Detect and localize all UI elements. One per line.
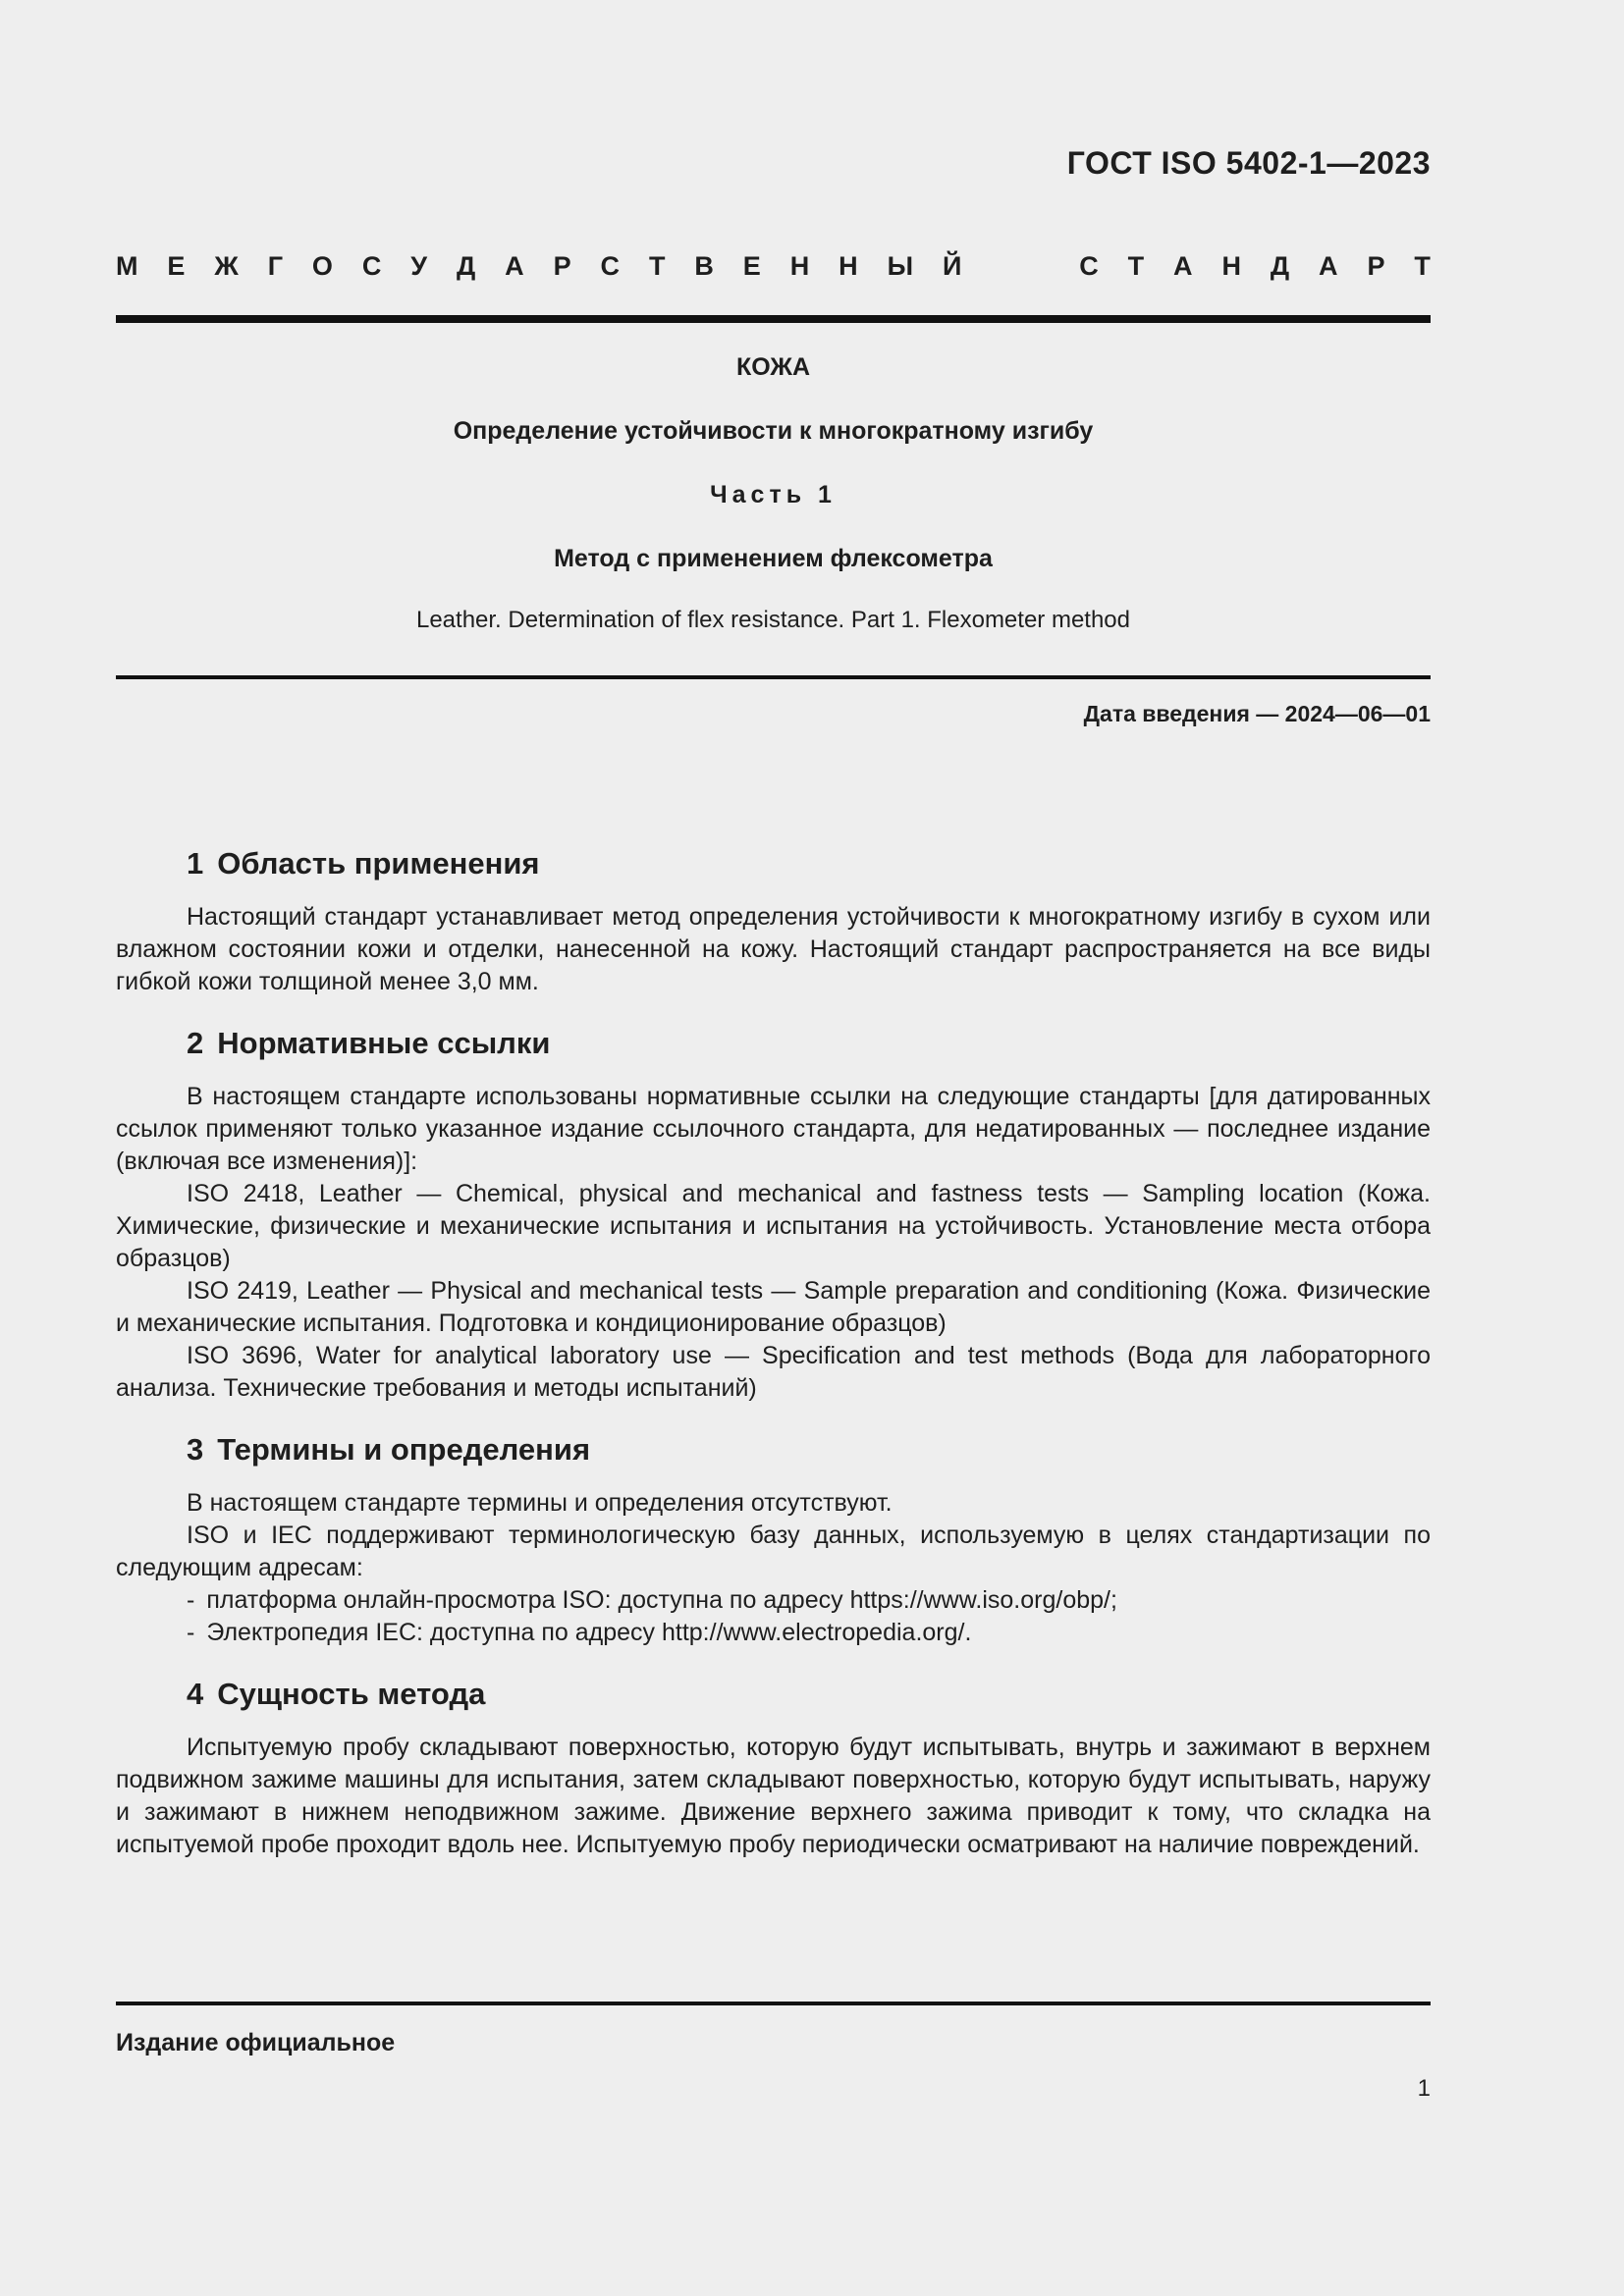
header-letter: М xyxy=(116,251,138,281)
header-letter: С xyxy=(600,251,621,281)
header-letter: Е xyxy=(167,251,186,281)
header-letter: Т xyxy=(1127,251,1145,281)
header-letter: Т xyxy=(1414,251,1431,281)
header-letter: С xyxy=(361,251,382,281)
document-body xyxy=(116,844,1431,1887)
section-title: Область применения xyxy=(217,846,540,881)
title-part: Часть 1 xyxy=(710,481,837,508)
header-letter: У xyxy=(410,251,428,281)
reference-iso-2418: ISO 2418, Leather — Chemical, physical and mechanical and fastness tests — Sampling location (Кожа. Химические, физические и механические испытания и испытания на устойчивость. Установление места отбора образцов) xyxy=(116,1180,1431,1272)
paragraph: Настоящий стандарт устанавливает метод определения устойчивости к многократному изгибу в сухом или влажном состоянии кожи и отделки, нанесенной на кожу. Настоящий стандарт распространяется на все виды гибкой кожи толщиной менее 3,0 мм. xyxy=(116,903,1431,995)
header-letter: Н xyxy=(789,251,810,281)
introduction-date: Дата введения — 2024—06—01 xyxy=(1083,701,1431,726)
header-letter: Е xyxy=(742,251,761,281)
header-letter: С xyxy=(1079,251,1099,281)
section-heading xyxy=(116,1675,1431,1714)
section-terms-definitions xyxy=(116,1430,1431,1649)
paragraph: Испытуемую пробу складывают поверхностью, которую будут испытывать, внутрь и зажимают в верхнем подвижном зажиме машины для испытания, затем складывают поверхностью, которую будут испытывать, наружу и зажимают в нижнем неподвижном зажиме. Движение верхнего зажима приводит к тому, что складка на испытуемой пробе проходит вдоль нее. Испытуемую пробу периодически осматривают на наличие повреждений. xyxy=(116,1734,1431,1858)
reference-iso-3696: ISO 3696, Water for analytical laboratory use — Specification and test methods (Вода для лабораторного анализа. Технические требования и методы испытаний) xyxy=(116,1342,1431,1402)
title-divider xyxy=(116,675,1431,679)
title-english: Leather. Determination of flex resistance. Part 1. Flexometer method xyxy=(415,607,1131,633)
reference-iso-2419: ISO 2419, Leather — Physical and mechanical tests — Sample preparation and conditioning (Кожа. Физические и механические испытания. Подготовка и кондиционирование образцов) xyxy=(116,1277,1431,1337)
title-main: КОЖА xyxy=(735,353,811,381)
title-subtitle: Определение устойчивости к многократному изгибу xyxy=(453,417,1094,445)
section-normative-references xyxy=(116,1024,1431,1405)
paragraph: В настоящем стандарте термины и определения отсутствуют. xyxy=(187,1489,893,1517)
page-number: 1 xyxy=(1417,2075,1431,2102)
section-scope xyxy=(116,844,1431,998)
section-number: 4 xyxy=(187,1677,204,1711)
dash-list-item xyxy=(116,1617,1431,1649)
dash-marker: - xyxy=(187,1586,195,1614)
section-method-essence xyxy=(116,1675,1431,1861)
edition-label: Издание официальное xyxy=(116,2029,396,2056)
header-letter: Ж xyxy=(214,251,239,281)
section-title: Сущность метода xyxy=(217,1677,486,1711)
dash-list-item xyxy=(116,1584,1431,1617)
header-letter: Н xyxy=(839,251,858,281)
header-letter: В xyxy=(694,251,714,281)
header-letter: Г xyxy=(267,251,283,281)
header-letter: Ы xyxy=(887,251,914,281)
header-letter: Т xyxy=(648,251,666,281)
title-method: Метод с применением флексометра xyxy=(554,545,993,572)
dash-item-text: Электропедия IEC: доступна по адресу http://www.electropedia.org/. xyxy=(206,1619,972,1646)
section-title: Термины и определения xyxy=(217,1432,591,1467)
document-number: ГОСТ ISO 5402-1—2023 xyxy=(1066,145,1431,181)
header-letter: Р xyxy=(553,251,571,281)
header-letter: Д xyxy=(457,251,476,281)
section-heading xyxy=(116,844,1431,883)
section-heading xyxy=(116,1430,1431,1469)
section-number: 2 xyxy=(187,1026,204,1060)
header-letter: Й xyxy=(942,251,962,281)
dash-item-text: платформа онлайн-просмотра ISO: доступна по адресу https://www.iso.org/obp/; xyxy=(206,1586,1117,1614)
section-title: Нормативные ссылки xyxy=(217,1026,551,1060)
header-divider xyxy=(116,315,1431,323)
section-number: 3 xyxy=(187,1432,204,1467)
header-letter: О xyxy=(311,251,333,281)
footer-divider xyxy=(116,2002,1431,2005)
section-number: 1 xyxy=(187,846,204,881)
paragraph: ISO и IEC поддерживают терминологическую базу данных, используемую в целях стандартизации по следующим адресам: xyxy=(116,1522,1431,1581)
dash-marker: - xyxy=(187,1619,195,1646)
paragraph: В настоящем стандарте использованы нормативные ссылки на следующие стандарты [для датированных ссылок применяют только указанное издание ссылочного стандарта, для недатированных — последнее издание (включая все изменения)]: xyxy=(116,1083,1431,1175)
header-interstate-standard xyxy=(116,251,1431,282)
header-letter: Р xyxy=(1367,251,1385,281)
section-heading xyxy=(116,1024,1431,1063)
header-word-gap xyxy=(991,251,1050,282)
header-letter: А xyxy=(505,251,524,281)
header-letter: А xyxy=(1319,251,1338,281)
header-letter: Н xyxy=(1221,251,1241,281)
header-letter: Д xyxy=(1270,251,1290,281)
header-letter: А xyxy=(1173,251,1193,281)
